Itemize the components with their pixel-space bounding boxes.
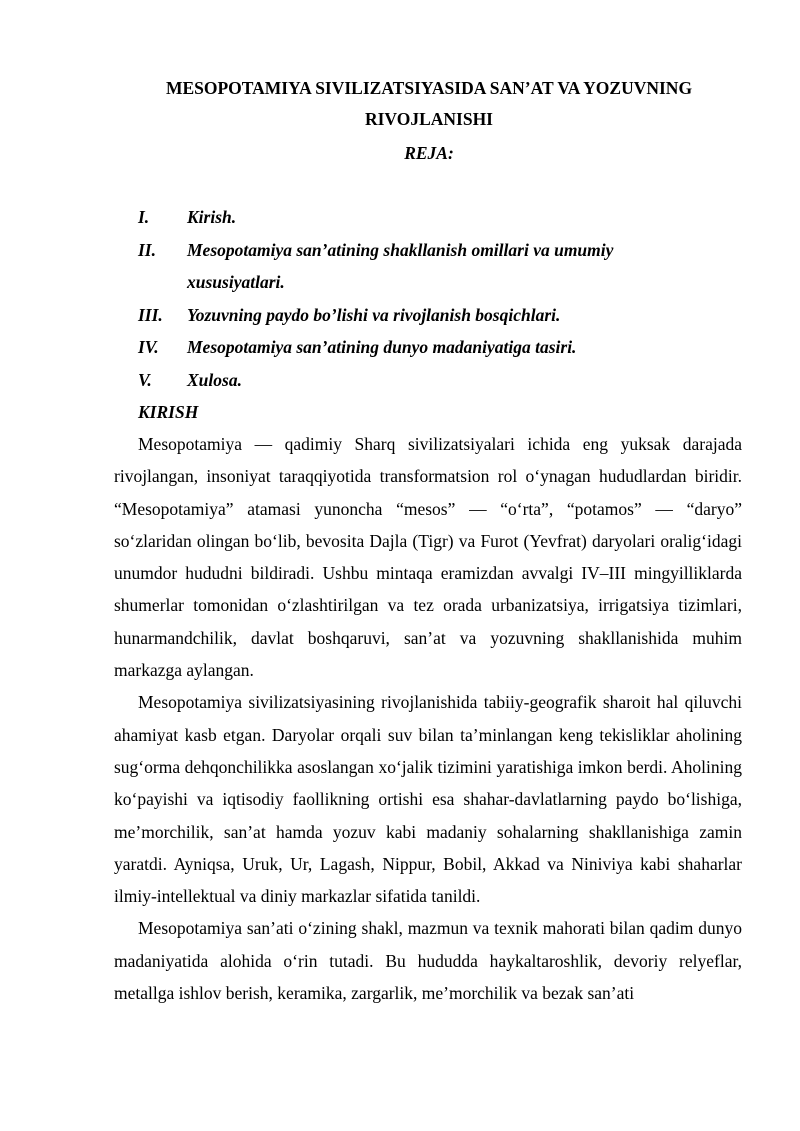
section-heading: KIRISH — [138, 402, 199, 422]
plan-item-text: Xulosa. — [187, 369, 242, 390]
plan-item — [138, 364, 738, 397]
plan-item — [138, 331, 738, 364]
plan-item-number: II. — [138, 239, 156, 260]
plan-item-text: Kirish. — [187, 207, 237, 227]
document-title-line-2: RIVOJLANISHI — [364, 109, 493, 129]
plan-item-text: Mesopotamiya san’atining dunyo madaniyatiga tasiri. — [187, 337, 577, 357]
plan-item-number: V. — [138, 369, 152, 390]
plan-item-text: Mesopotamiya san’atining shakllanish omillari va umumiy xususiyatlari. — [187, 239, 614, 292]
plan-heading: REJA: — [404, 143, 454, 163]
body-text — [114, 428, 742, 1009]
plan-item — [138, 299, 738, 332]
plan-list — [138, 201, 738, 396]
plan-item-number: III. — [138, 304, 163, 325]
plan-item-text: Yozuvning paydo bo’lishi va rivojlanish bosqichlari. — [187, 304, 561, 325]
plan-item-number: IV. — [138, 337, 159, 357]
plan-item — [138, 201, 738, 234]
paragraph: Mesopotamiya — qadimiy Sharq sivilizatsiyalari ichida eng yuksak darajada rivojlangan, insoniyat taraqqiyotida transformatsion rol o‘ynagan hududlardan biridir. “Mesopotamiya” atamasi yunoncha “mesos” — “o‘rta”, “potamos” — “daryo” so‘zlaridan olingan bo‘lib, bevosita Dajla (Tigr) va Furot (Yevfrat) daryolari oralig‘idagi unumdor hududni bildiradi. Ushbu mintaqa eramizdan avvalgi IV–III mingyilliklarda shumerlar tomonidan o‘zlashtirilgan va tez orada urbanizatsiya, irrigatsiya tizimlari, hunarmandchilik, davlat boshqaruvi, san’at va yozuvning shakllanishida muhim markazga aylangan. — [114, 434, 742, 681]
paragraph: Mesopotamiya sivilizatsiyasining rivojlanishida tabiiy-geografik sharoit hal qiluvchi ahamiyat kasb etgan. Daryolar orqali suv bilan ta’minlangan keng tekisliklar aholining sug‘orma dehqonchilikka asoslangan xo‘jalik tizimini yaratishiga imkon berdi. Aholining ko‘payishi va iqtisodiy faollikning ortishi esa shahar-davlatlarning paydo bo‘lishiga, me’morchilik, san’at hamda yozuv kabi madaniy sohalarning shakllanishiga zamin yaratdi. Ayniqsa, Uruk, Ur, Lagash, Nippur, Bobil, Akkad va Niniviya kabi shaharlar ilmiy-intellektual va diniy markazlar sifatida tanildi. — [114, 692, 742, 907]
document-title-line-1: MESOPOTAMIYA SIVILIZATSIYASIDA SAN’AT VA YOZUVNING — [165, 78, 693, 98]
plan-item — [138, 234, 738, 299]
plan-item-number: I. — [138, 207, 150, 227]
paragraph: Mesopotamiya san’ati o‘zining shakl, mazmun va texnik mahorati bilan qadim dunyo madaniyatida alohida o‘rin tutadi. Bu hududda haykaltaroshlik, devoriy relyeflar, metallga ishlov berish, keramika, zargarlik, me’morchilik va bezak san’ati — [114, 918, 742, 1004]
